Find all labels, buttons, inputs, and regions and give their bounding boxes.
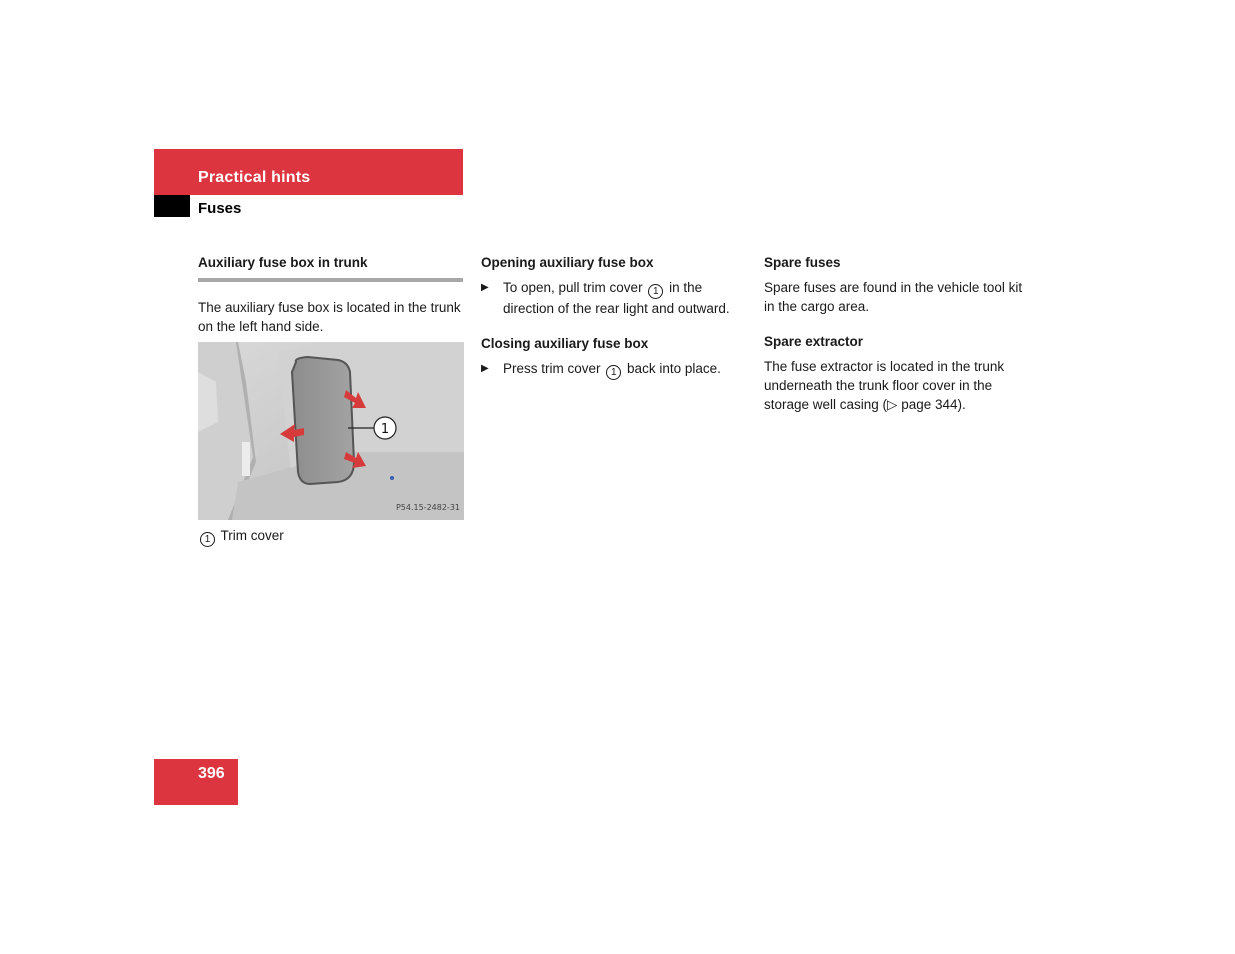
heading-auxiliary-fuse-box: Auxiliary fuse box in trunk <box>198 255 368 270</box>
closing-text <box>503 359 721 380</box>
opening-callout: 1 <box>648 284 663 299</box>
heading-opening: Opening auxiliary fuse box <box>481 255 654 270</box>
spare-extractor-text: The fuse extractor is located in the trunk underneath the trunk floor cover in the storage well casing (▷ page 344). <box>764 359 1005 412</box>
caption-text: Trim cover <box>220 528 284 543</box>
intro-text: The auxiliary fuse box is located in the trunk on the left hand side. <box>198 300 461 334</box>
page-number: 396 <box>198 765 225 782</box>
heading-spare-extractor: Spare extractor <box>764 334 864 349</box>
opening-step <box>481 278 751 318</box>
subsection-title: Fuses <box>198 200 242 217</box>
subsection-marker <box>154 195 190 217</box>
closing-step <box>481 359 751 380</box>
heading-rule <box>198 278 463 282</box>
closing-callout: 1 <box>606 365 621 380</box>
trunk-fuse-box-figure <box>198 342 464 520</box>
opening-text-b: in the direction of the rear light and outward. <box>503 280 730 316</box>
section-title: Practical hints <box>198 169 311 186</box>
spare-fuses-text: Spare fuses are found in the vehicle tool kit in the cargo area. <box>764 280 1023 314</box>
closing-text-a: Press trim cover <box>503 361 601 376</box>
caption-callout: 1 <box>200 532 215 547</box>
column-open-close <box>481 253 751 380</box>
opening-text <box>503 278 751 318</box>
figure-code: P54.15-2482-31 <box>395 503 460 512</box>
column-auxiliary-fuse-box <box>198 253 464 547</box>
callout-number: 1 <box>380 422 390 437</box>
bullet-arrow-icon: ▶ <box>481 282 489 293</box>
trunk-illustration <box>198 342 464 520</box>
heading-closing: Closing auxiliary fuse box <box>481 336 649 351</box>
closing-text-b: back into place. <box>627 361 721 376</box>
bullet-arrow-icon: ▶ <box>481 363 489 374</box>
column-spares <box>764 253 1034 414</box>
opening-text-a: To open, pull trim cover <box>503 280 643 295</box>
heading-spare-fuses: Spare fuses <box>764 255 841 270</box>
figure-caption <box>198 526 464 547</box>
page-number-box <box>154 759 238 805</box>
